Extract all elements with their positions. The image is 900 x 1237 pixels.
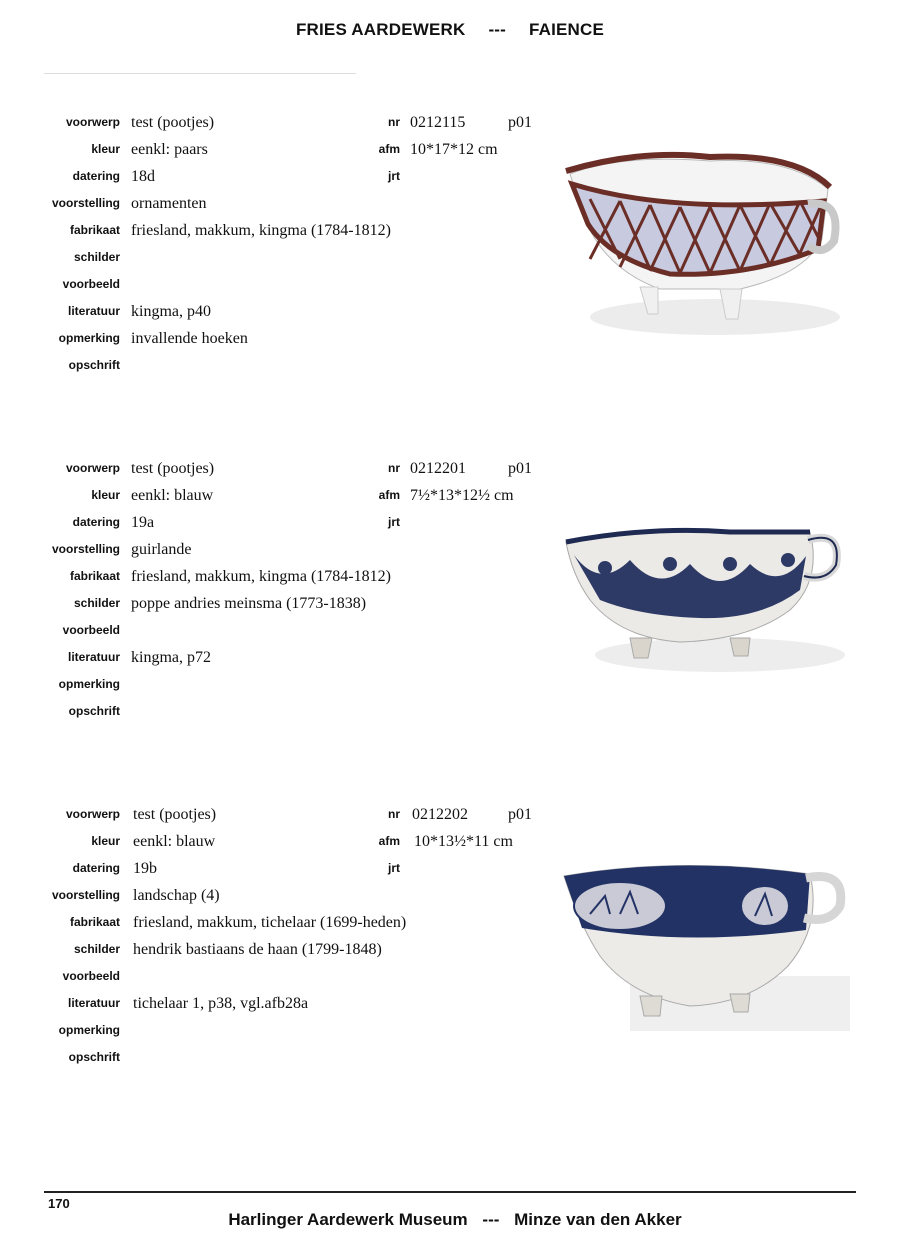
label-nr: nr [388, 115, 400, 129]
label-fabrikaat: fabrikaat [69, 915, 120, 929]
label-fabrikaat: fabrikaat [69, 569, 120, 583]
object-photo-1 [560, 149, 850, 349]
value-voorstelling: landschap (4) [133, 887, 220, 904]
footer-rule [44, 1191, 856, 1193]
label-kleur: kleur [91, 142, 120, 156]
label-jrt: jrt [388, 169, 400, 183]
header-separator: --- [488, 20, 507, 39]
label-schilder: schilder [73, 250, 120, 264]
label-voorwerp: voorwerp [65, 115, 120, 129]
label-datering: datering [72, 515, 120, 529]
label-afm: afm [378, 834, 400, 848]
footer-museum: Harlinger Aardewerk Museum [228, 1210, 468, 1229]
value-afm: 7½*13*12½ cm [410, 487, 514, 504]
catalog-entry-3 [0, 801, 900, 1081]
label-jrt: jrt [388, 861, 400, 875]
value-voorwerp: test (pootjes) [131, 460, 215, 477]
label-jrt: jrt [388, 515, 400, 529]
value-voorwerp: test (pootjes) [133, 806, 217, 823]
label-schilder: schilder [73, 942, 120, 956]
value-datering: 18d [131, 168, 155, 185]
label-kleur: kleur [91, 834, 120, 848]
label-afm: afm [378, 142, 400, 156]
value-voorstelling: ornamenten [131, 195, 207, 212]
value-schilder: poppe andries meinsma (1773-1838) [131, 595, 367, 612]
value-fabrikaat: friesland, makkum, kingma (1784-1812) [131, 568, 391, 585]
header-subtitle: FAIENCE [528, 20, 605, 39]
catalog-entry-2 [0, 455, 900, 735]
label-voorbeeld: voorbeeld [62, 969, 120, 983]
value-datering: 19a [131, 514, 155, 531]
footer-separator: --- [482, 1210, 500, 1229]
value-kleur: eenkl: blauw [133, 833, 216, 850]
value-fabrikaat: friesland, makkum, kingma (1784-1812) [131, 222, 391, 239]
label-opschrift: opschrift [68, 358, 120, 372]
value-nr: 0212201 [410, 460, 466, 477]
label-schilder: schilder [73, 596, 120, 610]
value-afm: 10*17*12 cm [410, 141, 498, 158]
header-rule [44, 73, 356, 74]
value-page-code: p01 [508, 460, 532, 477]
value-kleur: eenkl: blauw [131, 487, 214, 504]
object-photo-2 [560, 520, 850, 720]
label-literatuur: literatuur [67, 304, 120, 318]
label-nr: nr [388, 807, 400, 821]
label-afm: afm [378, 488, 400, 502]
label-opschrift: opschrift [68, 1050, 120, 1064]
label-opmerking: opmerking [58, 677, 120, 691]
label-datering: datering [72, 169, 120, 183]
value-nr: 0212202 [412, 806, 468, 823]
value-page-code: p01 [508, 114, 532, 131]
label-voorwerp: voorwerp [65, 807, 120, 821]
label-voorwerp: voorwerp [65, 461, 120, 475]
label-voorstelling: voorstelling [51, 542, 120, 556]
footer-author: Minze van den Akker [514, 1210, 682, 1229]
value-page-code: p01 [508, 806, 532, 823]
header-title: FRIES AARDEWERK [295, 20, 466, 39]
label-fabrikaat: fabrikaat [69, 223, 120, 237]
label-literatuur: literatuur [67, 650, 120, 664]
label-opmerking: opmerking [58, 331, 120, 345]
label-datering: datering [72, 861, 120, 875]
label-voorbeeld: voorbeeld [62, 277, 120, 291]
value-schilder: hendrik bastiaans de haan (1799-1848) [133, 941, 382, 958]
value-literatuur: kingma, p40 [131, 303, 211, 320]
label-voorstelling: voorstelling [51, 196, 120, 210]
page-number: 170 [48, 1196, 70, 1211]
label-nr: nr [388, 461, 400, 475]
value-kleur: eenkl: paars [131, 141, 208, 158]
page-header [0, 20, 900, 40]
label-kleur: kleur [91, 488, 120, 502]
label-opmerking: opmerking [58, 1023, 120, 1037]
object-photo-3 [560, 856, 850, 1056]
value-literatuur: tichelaar 1, p38, vgl.afb28a [133, 995, 309, 1012]
label-voorstelling: voorstelling [51, 888, 120, 902]
label-opschrift: opschrift [68, 704, 120, 718]
value-nr: 0212115 [410, 114, 466, 131]
label-voorbeeld: voorbeeld [62, 623, 120, 637]
value-opmerking: invallende hoeken [131, 330, 248, 347]
label-literatuur: literatuur [67, 996, 120, 1010]
value-datering: 19b [133, 860, 157, 877]
value-afm: 10*13½*11 cm [414, 833, 513, 850]
page-footer [0, 1210, 900, 1230]
value-voorstelling: guirlande [131, 541, 192, 558]
value-literatuur: kingma, p72 [131, 649, 211, 666]
value-fabrikaat: friesland, makkum, tichelaar (1699-heden) [133, 914, 407, 931]
value-voorwerp: test (pootjes) [131, 114, 215, 131]
catalog-entry-1 [0, 109, 900, 389]
